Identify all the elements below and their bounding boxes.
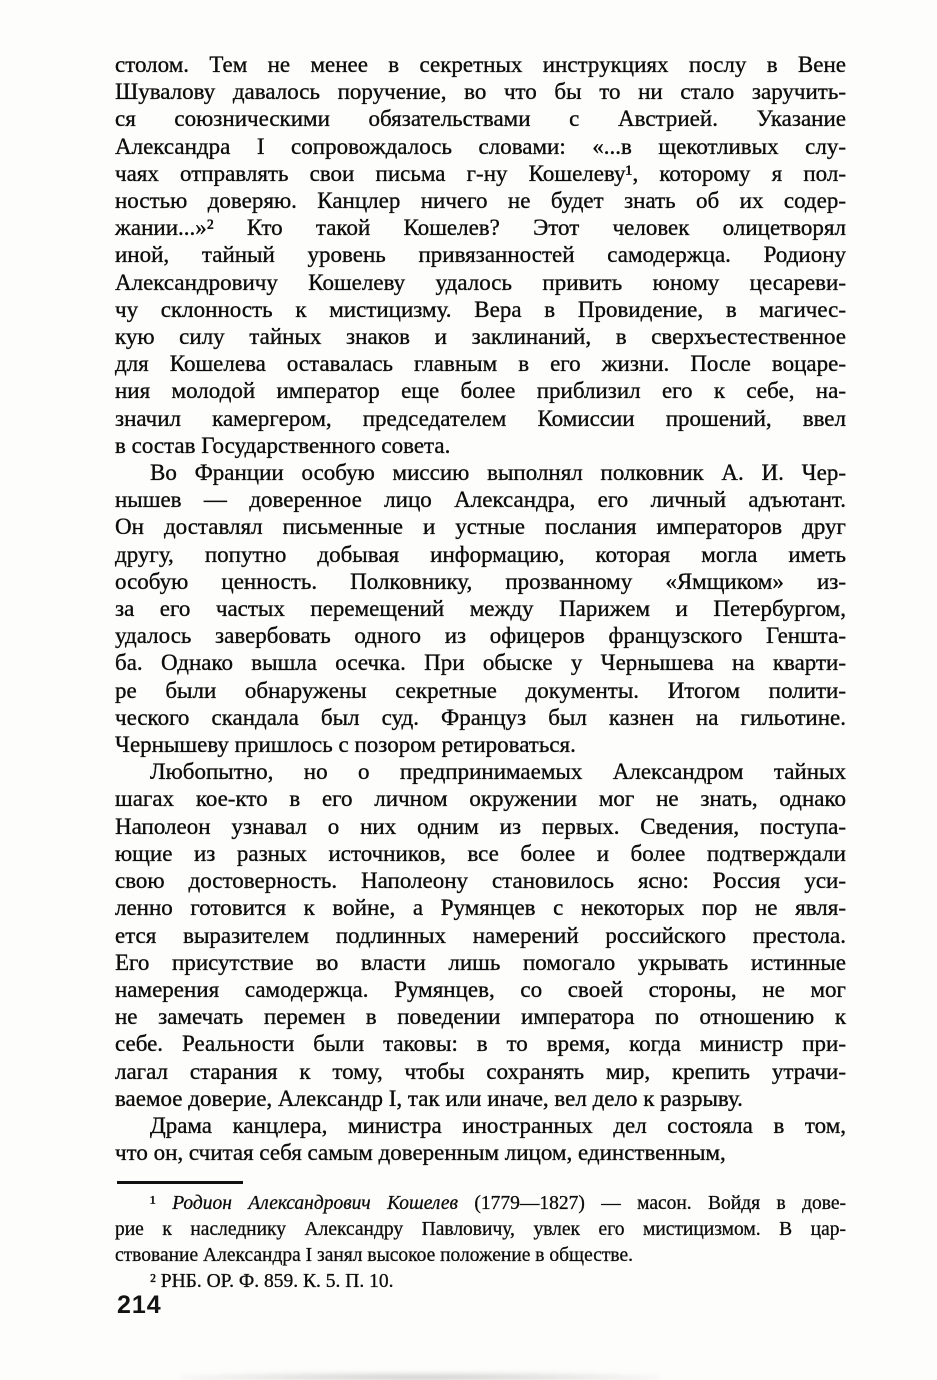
scan-artifact-bottom-edge bbox=[180, 1372, 660, 1380]
text-line: чаях отправлять свои письма г-ну Кошелеву¹, которому я пол- bbox=[115, 160, 846, 186]
text-line: ческого скандала был суд. Француз был казнен на гильотине. bbox=[115, 704, 846, 730]
text-line: ваемое доверие, Александр I, так или иначе, вел дело к разрыву. bbox=[115, 1085, 743, 1111]
text-line: кую силу тайных знаков и заклинаний, в сверхъестественное bbox=[115, 324, 846, 350]
text-line: особую ценность. Полковнику, прозванному «Ямщиком» из- bbox=[115, 568, 846, 594]
text-line: ре были обнаружены секретные документы. Итогом полити- bbox=[115, 677, 846, 703]
text-line: ся союзническими обязательствами с Австрией. Указание bbox=[115, 106, 846, 132]
footnote-1-text: (1779—1827) — масон. Войдя в дове- bbox=[458, 1193, 846, 1214]
text-line: в состав Государственного совета. bbox=[115, 432, 451, 458]
text-line: свою достоверность. Наполеону становилось ясно: Россия уси- bbox=[115, 868, 846, 894]
text-line: ется выразителем подлинных намерений российского престола. bbox=[115, 922, 846, 948]
text-line: что он, считая себя самым доверенным лицом, единственным, bbox=[115, 1140, 726, 1166]
text-line: ностью доверяю. Канцлер ничего не будет знать об их содер- bbox=[115, 188, 846, 214]
text-line: за его частых перемещений между Парижем и Петербургом, bbox=[115, 596, 846, 622]
text-line: ленно готовится к войне, а Румянцев с некоторых пор не явля- bbox=[115, 895, 846, 921]
text-line: лагал старания к тому, чтобы сохранять мир, крепить утрачи- bbox=[115, 1058, 846, 1084]
text-line: для Кошелева оставалась главным в его жизни. После воцаре- bbox=[115, 351, 846, 377]
text-line: Во Франции особую миссию выполнял полковник А. И. Чер- bbox=[150, 460, 846, 486]
text-line: нышев — доверенное лицо Александра, его личный адъютант. bbox=[115, 487, 846, 513]
text-line: Его присутствие во власти лишь помогало укрывать истинные bbox=[115, 949, 846, 975]
text-line: шагах кое-кто в его личном окружении мог не знать, однако bbox=[115, 786, 846, 812]
text-line: жании...»² Кто такой Кошелев? Этот человек олицетворял bbox=[115, 215, 846, 241]
footnote-1-author: Родион Александрович Кошелев bbox=[172, 1193, 459, 1214]
text-line: ния молодой император еще более приблизил его к себе, на- bbox=[115, 378, 846, 404]
text-line: удалось завербовать одного из офицеров французского Геншта- bbox=[115, 623, 846, 649]
text-line: столом. Тем не менее в секретных инструкциях послу в Вене bbox=[115, 52, 846, 77]
text-line: Любопытно, но о предпринимаемых Александром тайных bbox=[150, 759, 846, 785]
text-line: не замечать перемен в поведении императора по отношению к bbox=[115, 1004, 846, 1030]
footnote-2: ² РНБ. ОР. Ф. 859. К. 5. П. 10. bbox=[150, 1271, 394, 1292]
footnote-1-line-1 bbox=[115, 1191, 846, 1217]
footnote-1-line-3: ствование Александра I занял высокое положение в обществе. bbox=[115, 1245, 634, 1266]
text-line: Шувалову давалось поручение, во что бы то ни стало заручить- bbox=[115, 79, 846, 105]
text-line: Александра I сопровождалось словами: «...в щекотливых слу- bbox=[115, 133, 846, 159]
text-line: значил камергером, председателем Комиссии прошений, ввел bbox=[115, 405, 846, 431]
footnote-rule bbox=[117, 1181, 243, 1184]
text-line: иной, тайный уровень привязанностей самодержца. Родиону bbox=[115, 242, 846, 268]
footnote-1-line-2: рие к наследнику Александру Павловичу, увлек его мистицизмом. В цар- bbox=[115, 1219, 846, 1240]
text-line: Александровичу Кошелеву удалось привить юному цесареви- bbox=[115, 269, 846, 295]
text-line: другу, попутно добывая информацию, которая могла иметь bbox=[115, 541, 846, 567]
text-line: Он доставлял письменные и устные послания императоров друг bbox=[115, 514, 846, 540]
footnotes-section bbox=[115, 1191, 846, 1295]
text-line: чу склонность к мистицизму. Вера в Провидение, в магичес- bbox=[115, 296, 846, 322]
page-number: 214 bbox=[117, 1291, 162, 1319]
text-line: Наполеон узнавал о них одним из первых. Сведения, поступа- bbox=[115, 813, 846, 839]
text-line: Драма канцлера, министра иностранных дел состояла в том, bbox=[150, 1112, 846, 1138]
main-text bbox=[115, 51, 846, 1166]
text-line: Чернышеву пришлось с позором ретироваться. bbox=[115, 732, 576, 758]
text-line: ющие из разных источников, все более и более подтверждали bbox=[115, 840, 846, 866]
text-line: ба. Однако вышла осечка. При обыске у Чернышева на кварти- bbox=[115, 650, 846, 676]
text-line: намерения самодержца. Румянцев, со своей стороны, не мог bbox=[115, 976, 846, 1002]
text-line: себе. Реальности были таковы: в то время, когда министр при- bbox=[115, 1031, 846, 1057]
footnote-1-marker: ¹ bbox=[150, 1193, 173, 1214]
